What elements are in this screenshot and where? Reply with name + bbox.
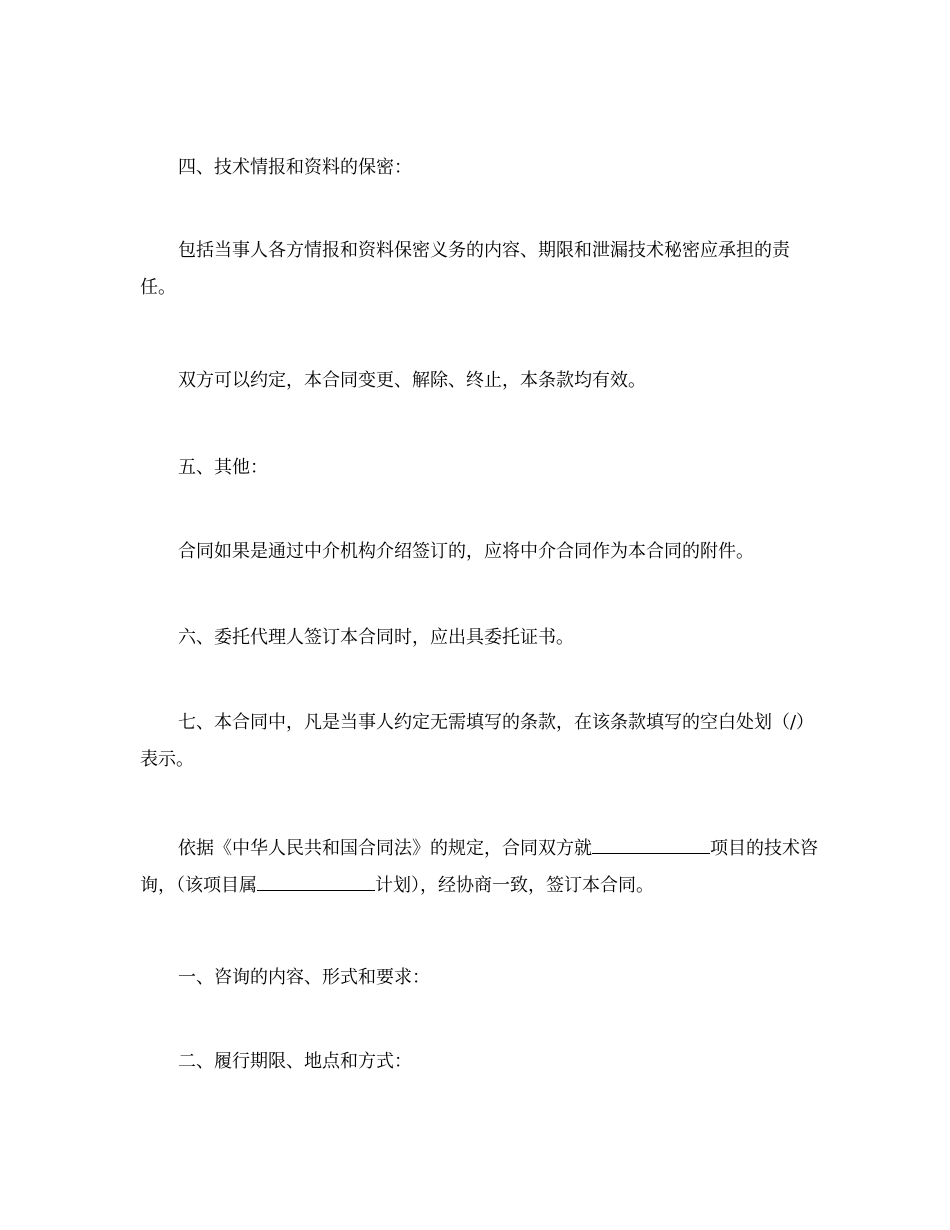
project-name-blank	[592, 835, 710, 854]
section-six-paragraph: 六、委托代理人签订本合同时，应出具委托证书。	[178, 627, 574, 648]
section-one-heading: 一、咨询的内容、形式和要求：	[178, 967, 430, 988]
section-five-heading: 五、其他：	[178, 457, 268, 478]
contract-basis-paragraph	[140, 830, 820, 904]
confidentiality-paragraph: 包括当事人各方情报和资料保密义务的内容、期限和泄漏技术秘密应承担的责任。	[140, 240, 790, 298]
contract-basis-text-1: 依据《中华人民共和国合同法》的规定，合同双方就	[178, 838, 592, 859]
section-seven-paragraph: 七、本合同中，凡是当事人约定无需填写的条款，在该条款填写的空白处划（/）表示。	[140, 712, 815, 770]
contract-basis-text-3: 计划），经协商一致，签订本合同。	[375, 875, 654, 896]
validity-paragraph: 双方可以约定，本合同变更、解除、终止，本条款均有效。	[178, 370, 646, 391]
section-four-heading: 四、技术情报和资料的保密：	[178, 157, 412, 178]
contract-basis-text-2: 项目的技术咨询，（该项目属	[140, 838, 818, 896]
plan-name-blank	[257, 872, 375, 891]
intermediary-paragraph: 合同如果是通过中介机构介绍签订的，应将中介合同作为本合同的附件。	[178, 541, 754, 562]
section-two-heading: 二、履行期限、地点和方式：	[178, 1051, 412, 1072]
